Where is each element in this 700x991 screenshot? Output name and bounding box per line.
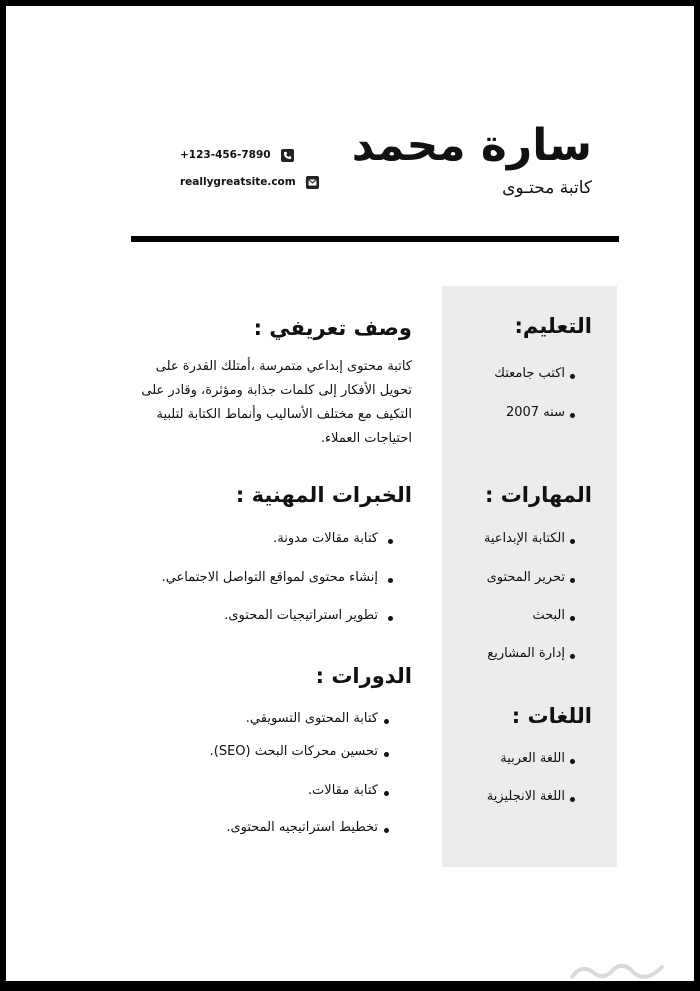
list-item: إدارة المشاريع xyxy=(487,646,565,661)
list-item: سنه 2007 xyxy=(505,405,565,420)
bullet-icon xyxy=(384,752,389,757)
education-heading: التعليم: xyxy=(514,314,592,338)
watermark-logo xyxy=(562,957,672,987)
profile-line: تحويل الأفكار إلى كلمات جذابة ومؤثرة، وقادر على xyxy=(141,383,412,398)
bullet-icon xyxy=(384,791,389,796)
profile-line: كاتبة محتوى إبداعي متمرسة ،أمتلك القدرة على xyxy=(155,359,412,374)
list-item: تطوير استراتيجيات المحتوى. xyxy=(224,608,378,623)
list-item: الكتابة الإبداعية xyxy=(483,531,565,546)
bullet-icon xyxy=(570,759,575,764)
phone-icon xyxy=(281,149,294,162)
skills-heading: المهارات : xyxy=(484,483,592,507)
list-item: تحسين محركات البحث (SEO). xyxy=(209,744,378,759)
mail-icon xyxy=(306,176,319,189)
list-item: اللغة الانجليزية xyxy=(486,789,565,804)
list-item: كتابة مقالات مدونة. xyxy=(273,531,378,546)
languages-heading: اللغات : xyxy=(511,704,592,728)
bullet-icon xyxy=(570,654,575,659)
list-item: البحث xyxy=(532,608,565,623)
list-item: تحرير المحتوى xyxy=(486,570,565,585)
header-divider xyxy=(131,236,619,242)
bullet-icon xyxy=(570,616,575,621)
contact-website xyxy=(180,173,319,191)
list-item: كتابة مقالات. xyxy=(307,783,378,798)
profile-text xyxy=(127,355,412,451)
bullet-icon xyxy=(570,539,575,544)
list-item: تخطيط استراتيجيه المحتوى. xyxy=(226,820,378,835)
courses-heading: الدورات : xyxy=(315,664,412,688)
list-item: اللغة العربية xyxy=(500,751,565,766)
bullet-icon xyxy=(384,828,389,833)
job-title: كاتبة محتـوى xyxy=(502,178,592,198)
bullet-icon xyxy=(570,374,575,379)
bullet-icon xyxy=(384,719,389,724)
bullet-icon xyxy=(388,539,393,544)
bullet-icon xyxy=(388,616,393,621)
bullet-icon xyxy=(570,797,575,802)
contact-phone xyxy=(180,146,294,164)
profile-heading: وصف تعريفي : xyxy=(253,316,412,340)
list-item: إنشاء محتوى لمواقع التواصل الاجتماعي. xyxy=(161,570,378,585)
phone-text: +123-456-7890 xyxy=(180,149,271,161)
list-item: كتابة المحتوى التسويقي. xyxy=(245,711,378,726)
profile-line: احتياجات العملاء. xyxy=(320,431,412,446)
bullet-icon xyxy=(388,578,393,583)
experience-heading: الخبرات المهنية : xyxy=(235,483,412,507)
bullet-icon xyxy=(570,578,575,583)
website-text: reallygreatsite.com xyxy=(180,176,296,188)
profile-line: التكيف مع مختلف الأساليب وأنماط الكتابة لتلبية xyxy=(156,407,412,422)
person-name: سارة محمد xyxy=(351,120,592,171)
list-item: اكتب جامعتك xyxy=(494,366,565,381)
bullet-icon xyxy=(570,413,575,418)
